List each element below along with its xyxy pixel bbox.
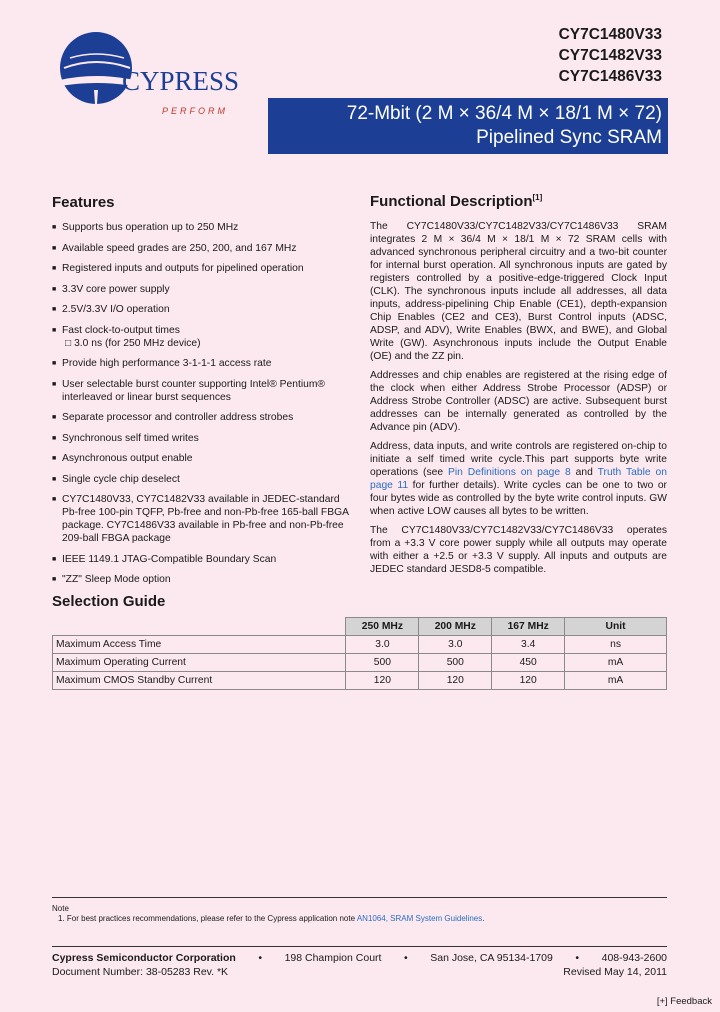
feature-item	[52, 324, 357, 350]
functional-text: Address, data inputs, and write controls are registered on-chip to initiate a self timed write cycle.This part supports byte write operations (see	[370, 441, 667, 478]
selection-guide-heading: Selection Guide	[52, 593, 166, 610]
table-header-cell: 250 MHz	[346, 618, 419, 636]
title-line-2: Pipelined Sync SRAM	[476, 127, 662, 148]
title-line-1: 72-Mbit (2 M × 36/4 M × 18/1 M × 72)	[346, 103, 662, 124]
footer-company: Cypress Semiconductor Corporation	[52, 952, 236, 964]
feature-item: ■ 2.5V/3.3V I/O operation	[52, 303, 357, 316]
app-note-link[interactable]: AN1064, SRAM System Guidelines	[356, 914, 483, 923]
functional-paragraph: The CY7C1480V33/CY7C1482V33/CY7C1486V33 SRAM integrates 2 M × 36/4 M × 18/1 M × 72 SRAM cells with advanced synchronous peripheral circuitry and a two-bit counter for internal burst operation. All synchronous inputs are gated by registers controlled by a positive-edge-triggered Clock Input (CLK). The synchronous inputs include all addresses, all data inputs, address-pipelining Chip Enable (CE1), depth-expansion Chip Enables (CE2 and CE3), Burst Control inputs (ADSC, ADSP, and ADV), Write Enables (BWX, and BWE), and Global Write (GW). Asynchronous inputs include the Output Enable (OE) and the ZZ pin.	[370, 221, 667, 362]
functional-paragraph: Addresses and chip enables are registered at the rising edge of the clock when either Address Strobe Processor (ADSP) or Address Strobe Controller (ADSC) are active. Subsequent burst addresses can be internally generated as controlled by the Advance pin (ADV).	[370, 370, 667, 433]
note-heading: Note	[52, 904, 69, 913]
feature-item: ■ CY7C1480V33, CY7C1482V33 available in JEDEC-standard Pb-free 100-pin TQFP, Pb-free and non-Pb-free 165-ball FBGA package. CY7C1486V33 available in Pb-free and non-Pb-free 209-ball FBGA package	[52, 493, 357, 545]
selection-guide-table	[52, 617, 667, 690]
table-cell: 500	[419, 654, 492, 672]
table-cell: 3.0	[346, 636, 419, 654]
truth-table-link[interactable]: Truth Table on page 11	[370, 467, 667, 491]
logo-wordmark: CYPRESS	[122, 66, 240, 96]
feature-item: ■ "ZZ" Sleep Mode option	[52, 573, 357, 586]
functional-text: and	[570, 467, 598, 478]
footer-address-line	[52, 952, 667, 964]
note-reference[interactable]: [1]	[532, 193, 543, 202]
features-section	[52, 194, 357, 594]
table-header-cell: 200 MHz	[419, 618, 492, 636]
table-cell: Maximum CMOS Standby Current	[53, 672, 346, 690]
table-row	[53, 636, 667, 654]
document-title-bar	[268, 98, 668, 154]
divider	[52, 897, 667, 898]
cypress-logo	[50, 28, 280, 128]
feature-item: ■ Provide high performance 3-1-1-1 access rate	[52, 357, 357, 370]
footer-city: San Jose, CA 95134-1709	[430, 952, 553, 964]
feature-item: ■ IEEE 1149.1 JTAG-Compatible Boundary Scan	[52, 553, 357, 566]
feature-item: ■ Supports bus operation up to 250 MHz	[52, 221, 357, 234]
footer-bullet: •	[575, 952, 580, 964]
table-header-cell: Unit	[565, 618, 667, 636]
functional-heading-text: Functional Description	[370, 193, 533, 210]
feature-text: Fast clock-to-output times	[62, 324, 180, 336]
feature-item: ■ Synchronous self timed writes	[52, 432, 357, 445]
functional-text: for further details). Write cycles can be one to two or four bytes wide as controlled by the byte write control inputs. GW when active LOW causes all bytes to be written.	[370, 480, 667, 517]
table-cell: Maximum Operating Current	[53, 654, 346, 672]
feature-item: ■ 3.3V core power supply	[52, 283, 357, 296]
part-number: CY7C1486V33	[558, 68, 662, 85]
feedback-link[interactable]: [+] Feedback	[656, 996, 712, 1007]
features-list	[52, 221, 357, 586]
feature-item: ■ Available speed grades are 250, 200, and 167 MHz	[52, 242, 357, 255]
table-cell: mA	[565, 672, 667, 690]
functional-paragraph: The CY7C1480V33/CY7C1482V33/CY7C1486V33 operates from a +3.3 V core power supply while all outputs may operate with either a +2.5 or +3.3 V supply. All inputs and outputs are JEDEC standard JESD8-5 compatible.	[370, 525, 667, 575]
feature-item: ■ Separate processor and controller address strobes	[52, 411, 357, 424]
table-cell: 120	[492, 672, 565, 690]
table-cell: 3.0	[419, 636, 492, 654]
table-cell: 500	[346, 654, 419, 672]
table-cell: Maximum Access Time	[53, 636, 346, 654]
table-header-row	[53, 618, 667, 636]
cypress-tree-logo-icon	[50, 28, 280, 128]
part-number: CY7C1480V33	[558, 26, 662, 43]
table-cell: 120	[419, 672, 492, 690]
feature-item: ■ Single cycle chip deselect	[52, 473, 357, 486]
table-cell: 450	[492, 654, 565, 672]
table-row	[53, 672, 667, 690]
feature-item: ■ User selectable burst counter supporting Intel® Pentium® interleaved or linear burst sequences	[52, 378, 357, 404]
functional-paragraph	[370, 440, 667, 518]
table-header-cell	[53, 618, 346, 636]
feature-subitem: □ 3.0 ns (for 250 MHz device)	[65, 337, 201, 349]
table-cell: 120	[346, 672, 419, 690]
table-cell: mA	[565, 654, 667, 672]
part-number-list	[559, 24, 662, 87]
pin-definitions-link[interactable]: Pin Definitions on page 8	[447, 467, 571, 478]
document-number: Document Number: 38-05283 Rev. *K	[52, 966, 229, 978]
footer-street: 198 Champion Court	[284, 952, 382, 964]
footer-bullet: •	[404, 952, 408, 964]
table-cell: 3.4	[492, 636, 565, 654]
divider	[52, 946, 667, 947]
note-end: .	[482, 914, 485, 923]
footer-phone: 408-943-2600	[601, 952, 667, 964]
part-number: CY7C1482V33	[558, 47, 662, 64]
revision-date: Revised May 14, 2011	[563, 966, 667, 978]
footer-doc-line	[52, 966, 667, 978]
note-text	[58, 914, 484, 923]
feature-item: ■ Asynchronous output enable	[52, 452, 357, 465]
footer-bullet: •	[258, 952, 263, 964]
functional-description-section	[370, 193, 667, 582]
table-cell: ns	[565, 636, 667, 654]
feature-item: ■ Registered inputs and outputs for pipelined operation	[52, 262, 357, 275]
table-header-cell: 167 MHz	[492, 618, 565, 636]
logo-tagline: PERFORM	[162, 106, 228, 116]
table-row	[53, 654, 667, 672]
functional-description-heading	[370, 193, 667, 210]
features-heading: Features	[52, 194, 115, 211]
note-body: 1. For best practices recommendations, please refer to the Cypress application note	[58, 914, 357, 923]
